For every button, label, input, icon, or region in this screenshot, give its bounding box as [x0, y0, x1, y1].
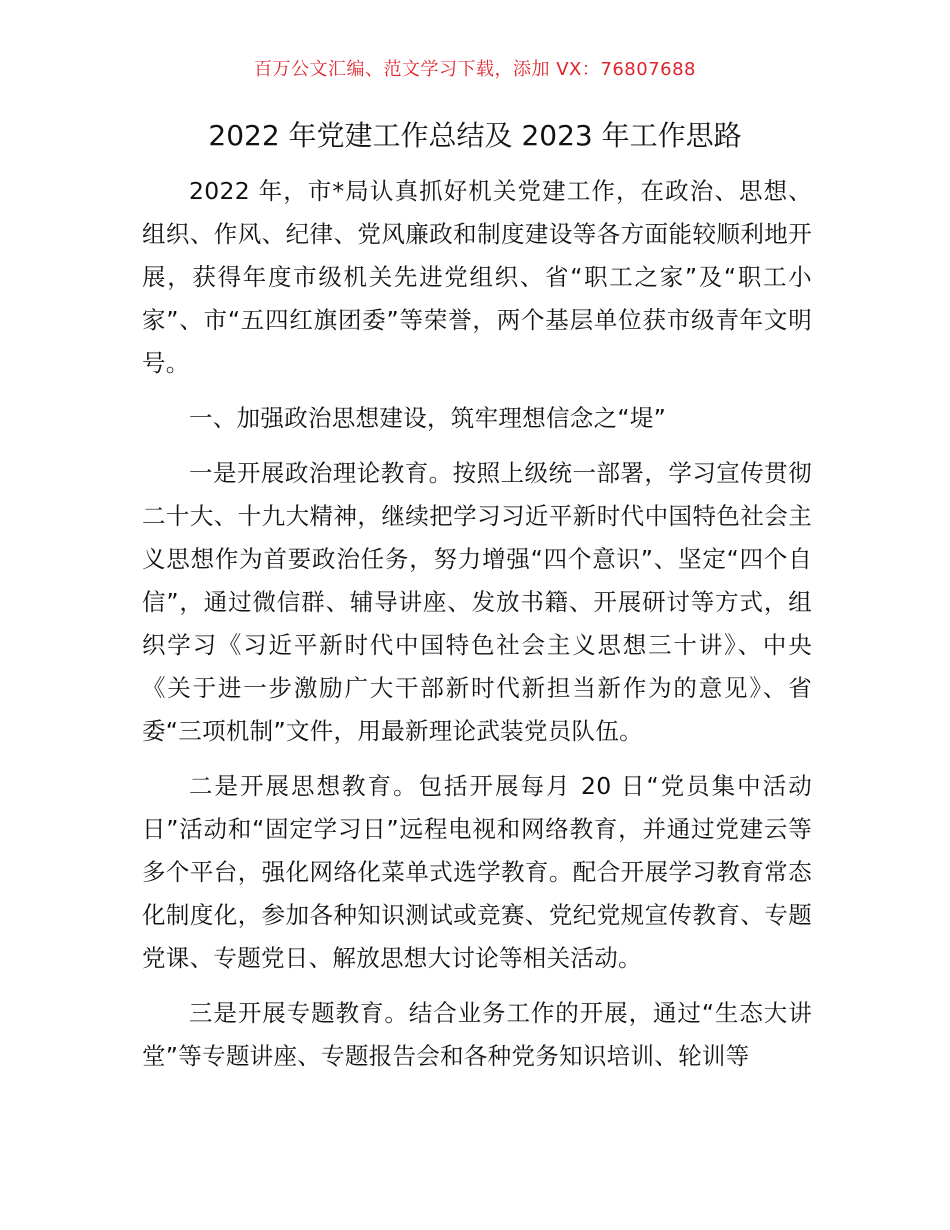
paragraph-ideological-education: 二是开展思想教育。包括开展每月 20 日“党员集中活动日”活动和“固定学习日”远程电视和网络教育，并通过党建云等多个平台，强化网络化菜单式选学教育。配合开展学习教育常态化制度化，参加各种知识测试或竞赛、党纪党规宣传教育、专题党课、专题党日、解放思想大讨论等相关活动。 — [142, 772, 812, 972]
document-body — [142, 170, 812, 1090]
section-heading-1: 一、加强政治思想建设，筑牢理想信念之“堤” — [189, 404, 667, 432]
document-title: 2022 年党建工作总结及 2023 年工作思路 — [208, 119, 742, 152]
paragraph-intro: 2022 年，市*局认真抓好机关党建工作，在政治、思想、组织、作风、纪律、党风廉政和制度建设等各方面能较顺利地开展，获得年度市级机关先进党组织、省“职工之家”及“职工小家”、市“五四红旗团委”等荣誉，两个基层单位获市级青年文明号。 — [142, 177, 812, 377]
paragraph-political-theory: 一是开展政治理论教育。按照上级统一部署，学习宣传贯彻二十大、十九大精神，继续把学习习近平新时代中国特色社会主义思想作为首要政治任务，努力增强“四个意识”、坚定“四个自信”，通过微信群、辅导讲座、发放书籍、开展研讨等方式，组织学习《习近平新时代中国特色社会主义思想三十讲》、中央《关于进一步激励广大干部新时代新担当新作为的意见》、省委“三项机制”文件，用最新理论武装党员队伍。 — [142, 459, 812, 745]
paragraph-special-education: 三是开展专题教育。结合业务工作的开展，通过“生态大讲堂”等专题讲座、专题报告会和各种党务知识培训、轮训等 — [142, 999, 812, 1070]
header-watermark: 百万公文汇编、范文学习下载，添加 VX：76807688 — [254, 59, 696, 80]
